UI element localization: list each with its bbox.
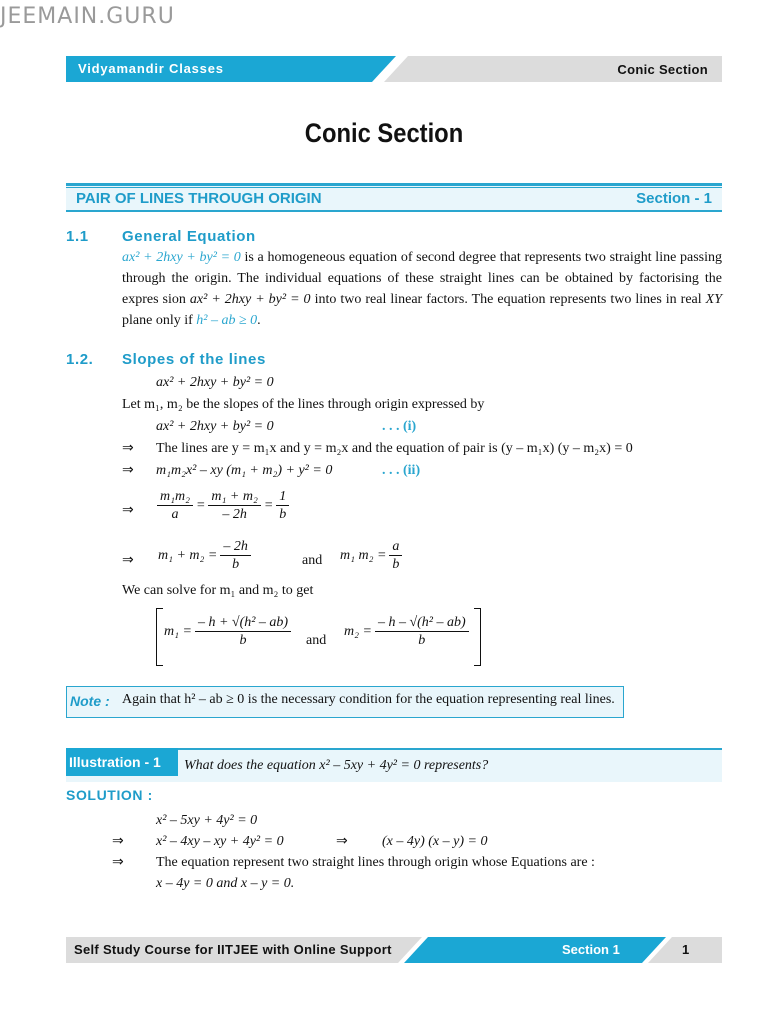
solution-factors: (x – 4y) (x – y) = 0 <box>382 834 488 849</box>
subsection-heading-general-equation: General Equation <box>122 228 256 245</box>
product-of-slopes <box>340 538 405 573</box>
general-equation-paragraph <box>122 247 722 331</box>
fraction: $\frac{\text{– h + √(h² – ab)}}{b}$ <box>195 614 291 649</box>
illustration-question: What does the equation x² – 5xy + 4y² = 0 represents? <box>184 758 489 773</box>
and-text: and <box>302 553 323 568</box>
equation-line: ax² + 2hxy + by² = 0 <box>156 375 274 390</box>
footer-course: Self Study Course for IITJEE with Online Support <box>74 942 392 957</box>
fraction: $\frac{1}{b}$ <box>276 488 289 523</box>
subsection-number-1-1: 1.1 <box>66 228 89 245</box>
equals-sign: = <box>263 498 274 513</box>
solution-label: SOLUTION : <box>66 787 153 803</box>
solution-line: x – 4y = 0 and x – y = 0. <box>156 876 295 891</box>
solution-line: The equation represent two straight lines through origin whose Equations are : <box>156 855 595 870</box>
implies-symbol: ⇒ <box>122 553 134 568</box>
subsection-heading-slopes: Slopes of the lines <box>122 351 266 368</box>
slope-m2-solution <box>344 614 472 649</box>
fraction: $\frac{- 2h}{b}$ <box>220 538 251 573</box>
solution-line: x² – 4xy – xy + 4y² = 0 <box>156 834 284 849</box>
equation-line: ax² + 2hxy + by² = 0 <box>156 419 274 434</box>
right-bracket <box>474 608 481 666</box>
section-bar-rule <box>66 187 722 188</box>
footer-section: Section 1 <box>562 942 620 957</box>
equation-tag-i: . . . (i) <box>382 419 417 434</box>
sum-label: m₁ + m₂ = <box>158 548 218 563</box>
m2-label: m₂ = <box>344 624 372 639</box>
text-line: The lines are y = m₁x and y = m₂x and the equation of pair is (y – m₁x) (y – m₂x) = 0 <box>156 441 633 456</box>
sum-of-slopes <box>158 538 254 573</box>
text-line: We can solve for m₁ and m₂ to get <box>122 583 314 598</box>
slope-m1-solution <box>164 614 294 649</box>
equation-tag-ii: . . . (ii) <box>382 463 421 478</box>
header-institute: Vidyamandir Classes <box>78 61 224 76</box>
equation-line: m₁m₂x² – xy (m₁ + m₂) + y² = 0 <box>156 463 333 478</box>
paragraph-text: is a homogeneous equation of second degree that represents two straight line passing through the origin. The individual equations of these straight lines can be obtained by factorising the expres sion <box>122 250 722 307</box>
ratio-equation <box>154 488 292 523</box>
illustration-label: Illustration - 1 <box>69 754 161 770</box>
xy-plane-text: XY <box>705 292 723 307</box>
page-title: Conic Section <box>304 118 464 148</box>
subsection-number-1-2: 1.2. <box>66 351 94 368</box>
equation-inline: ax² + 2hxy + by² = 0 <box>189 292 311 307</box>
text-line: Let m₁, m₂ be the slopes of the lines through origin expressed by <box>122 397 485 412</box>
footer-page-number: 1 <box>682 942 690 957</box>
implies-symbol: ⇒ <box>122 463 134 478</box>
solution-line: x² – 5xy + 4y² = 0 <box>156 813 258 828</box>
implies-symbol: ⇒ <box>112 855 124 870</box>
header-chapter: Conic Section <box>617 62 708 77</box>
and-text: and <box>306 633 327 648</box>
fraction: $\frac{\text{m₁m₂}}{a}$ <box>157 488 193 523</box>
paragraph-text: plane only if <box>122 313 197 328</box>
section-number: Section - 1 <box>636 190 712 207</box>
equation-highlight: ax² + 2hxy + by² = 0 <box>122 250 241 265</box>
fraction: $\frac{\text{– h – √(h² – ab)}}{b}$ <box>375 614 469 649</box>
watermark-text: JEEMAIN.GURU <box>0 4 175 29</box>
section-title: PAIR OF LINES THROUGH ORIGIN <box>76 190 322 207</box>
left-bracket <box>156 608 163 666</box>
footer-band-mid <box>404 937 666 963</box>
implies-symbol: ⇒ <box>122 441 134 456</box>
paragraph-text: . <box>257 313 261 328</box>
implies-symbol: ⇒ <box>112 834 124 849</box>
note-label: Note : <box>70 693 110 709</box>
product-label: m₁ m₂ = <box>340 548 387 563</box>
implies-symbol: ⇒ <box>122 503 134 518</box>
equals-sign: = <box>195 498 206 513</box>
fraction: $\frac{\text{m₁ + m₂}}{- 2h}$ <box>208 488 260 523</box>
fraction: $\frac{a}{b}$ <box>389 538 402 573</box>
m1-label: m₁ = <box>164 624 192 639</box>
implies-symbol: ⇒ <box>336 834 348 849</box>
note-text: Again that h² – ab ≥ 0 is the necessary condition for the equation representing real lines. <box>122 692 615 707</box>
condition-highlight: h² – ab ≥ 0 <box>196 313 258 328</box>
paragraph-text: into two real linear factors. The equation represents two lines in real <box>310 292 706 307</box>
